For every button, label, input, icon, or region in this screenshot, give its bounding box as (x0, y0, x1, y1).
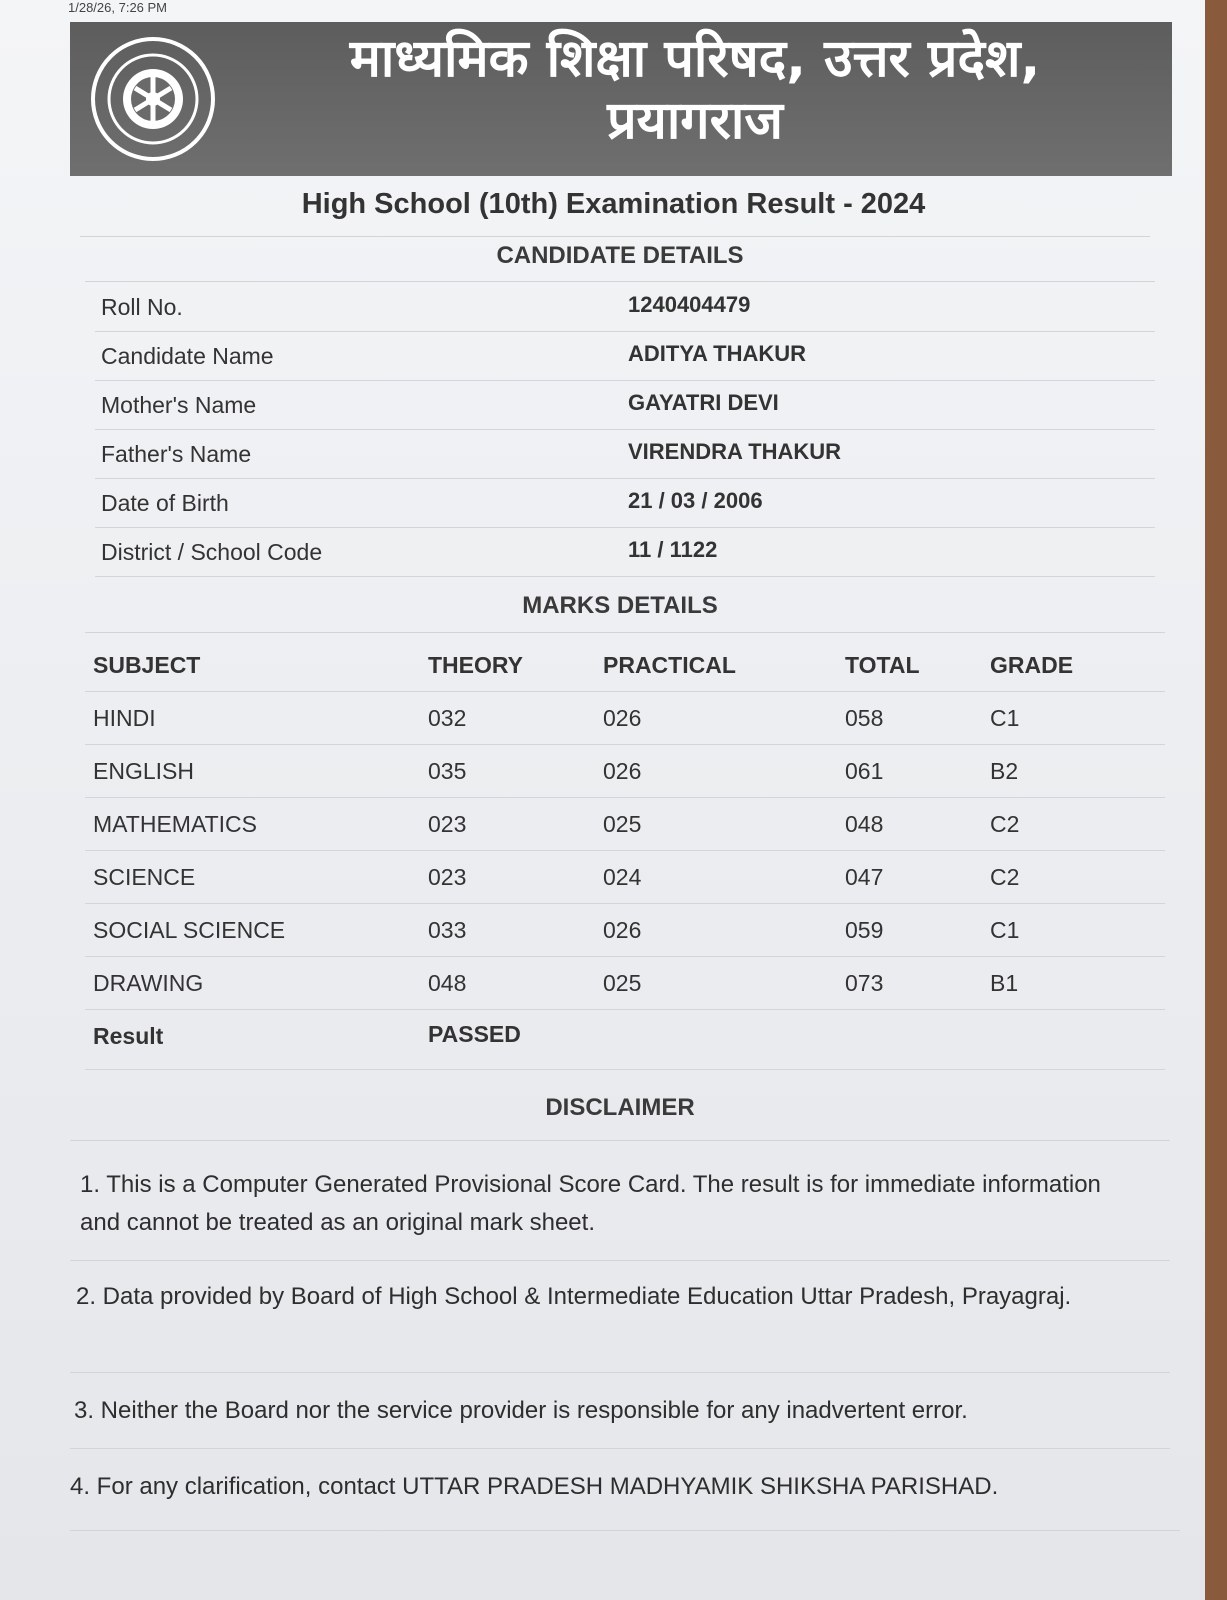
table-row (85, 744, 1165, 798)
total-cell: 047 (845, 864, 884, 890)
divider (70, 1372, 1170, 1373)
detail-label: Mother's Name (101, 392, 257, 418)
column-header-practical: PRACTICAL (603, 652, 736, 678)
practical-cell: 024 (603, 864, 642, 890)
theory-cell: 032 (428, 705, 467, 731)
result-value: PASSED (428, 1021, 521, 1047)
board-header (70, 22, 1172, 176)
detail-row-candidate-name (95, 331, 1155, 381)
detail-row-date-of-birth (95, 478, 1155, 528)
detail-value: 1240404479 (628, 292, 751, 317)
grade-cell: C1 (990, 917, 1020, 943)
subject-cell: SOCIAL SCIENCE (93, 917, 286, 943)
marks-details-heading: MARKS DETAILS (522, 592, 718, 619)
detail-label: Father's Name (101, 441, 252, 467)
detail-value: 21 / 03 / 2006 (628, 488, 763, 513)
grade-cell: B1 (990, 970, 1019, 996)
board-name-line1: माध्यमिक शिक्षा परिषद, उत्तर प्रदेश, (349, 29, 1041, 89)
divider (80, 236, 1150, 237)
detail-label: Roll No. (101, 294, 183, 320)
grade-cell: C1 (990, 705, 1020, 731)
disclaimer-heading: DISCLAIMER (545, 1094, 695, 1121)
total-cell: 061 (845, 758, 884, 784)
detail-value: 11 / 1122 (628, 537, 718, 562)
practical-cell: 025 (603, 970, 642, 996)
result-row (85, 1009, 1165, 1070)
column-header-total: TOTAL (845, 652, 920, 678)
practical-cell: 026 (603, 705, 642, 731)
table-row (85, 903, 1165, 957)
detail-row-district-school-code (95, 527, 1155, 577)
marks-table-header (85, 638, 1165, 692)
detail-label: Candidate Name (101, 343, 274, 369)
theory-cell: 035 (428, 758, 467, 784)
divider (70, 1260, 1170, 1261)
grade-cell: C2 (990, 811, 1020, 837)
table-row (85, 797, 1165, 851)
detail-row-mothers-name (95, 380, 1155, 430)
total-cell: 073 (845, 970, 884, 996)
result-label: Result (93, 1023, 164, 1049)
total-cell: 048 (845, 811, 884, 837)
practical-cell: 025 (603, 811, 642, 837)
subject-cell: HINDI (93, 705, 156, 731)
column-header-grade: GRADE (990, 652, 1074, 678)
table-row (85, 691, 1165, 745)
disclaimer-item-2: 2. Data provided by Board of High School & Intermediate Education Uttar Pradesh, Prayagraj. (76, 1283, 1072, 1310)
detail-value: VIRENDRA THAKUR (628, 439, 842, 464)
print-timestamp: 1/28/26, 7:26 PM (68, 0, 168, 15)
column-header-theory: THEORY (428, 652, 523, 678)
detail-row-fathers-name (95, 429, 1155, 479)
detail-row-roll-no (95, 282, 1155, 332)
divider (70, 1448, 1170, 1449)
subject-cell: ENGLISH (93, 758, 194, 784)
theory-cell: 033 (428, 917, 467, 943)
column-header-subject: SUBJECT (93, 652, 201, 678)
grade-cell: C2 (990, 864, 1020, 890)
theory-cell: 048 (428, 970, 467, 996)
practical-cell: 026 (603, 917, 642, 943)
board-name-hindi (240, 28, 1150, 152)
subject-cell: DRAWING (93, 970, 204, 996)
candidate-details-heading: CANDIDATE DETAILS (496, 242, 744, 269)
total-cell: 059 (845, 917, 884, 943)
subject-cell: SCIENCE (93, 864, 196, 890)
disclaimer-item-4: 4. For any clarification, contact UTTAR PRADESH MADHYAMIK SHIKSHA PARISHAD. (70, 1473, 999, 1500)
disclaimer-item-1: 1. This is a Computer Generated Provisional Score Card. The result is for immediate information and cannot be treated as an original mark sheet. (80, 1171, 1101, 1236)
detail-value: GAYATRI DEVI (628, 390, 779, 415)
total-cell: 058 (845, 705, 884, 731)
grade-cell: B2 (990, 758, 1019, 784)
board-name-line2: प्रयागराज (607, 91, 783, 151)
detail-value: ADITYA THAKUR (628, 341, 807, 366)
theory-cell: 023 (428, 811, 467, 837)
divider (70, 1140, 1170, 1141)
detail-label: Date of Birth (101, 490, 229, 516)
divider (85, 632, 1165, 633)
table-row (85, 850, 1165, 904)
theory-cell: 023 (428, 864, 467, 890)
table-row (85, 956, 1165, 1010)
detail-label: District / School Code (101, 539, 323, 565)
divider (70, 1530, 1180, 1531)
up-board-emblem-icon (90, 36, 216, 162)
practical-cell: 026 (603, 758, 642, 784)
subject-cell: MATHEMATICS (93, 811, 257, 837)
document-title: High School (10th) Examination Result - 2024 (301, 188, 926, 220)
disclaimer-item-3: 3. Neither the Board nor the service provider is responsible for any inadvertent error. (74, 1397, 968, 1424)
